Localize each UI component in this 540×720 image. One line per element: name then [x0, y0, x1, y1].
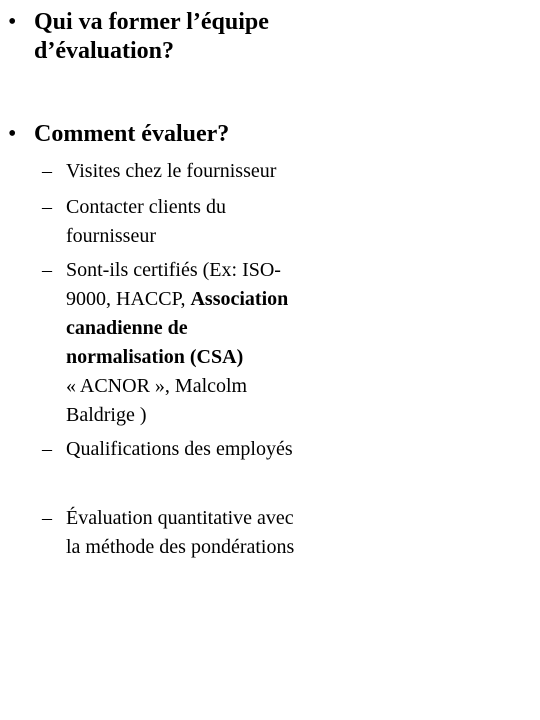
bullet-line: Qui va former l’équipe	[34, 9, 269, 35]
sub-line: Contacter clients du	[66, 196, 226, 218]
sub-line: la méthode des pondérations	[66, 536, 295, 558]
sub-line: Qualifications des employés	[66, 438, 293, 460]
sub-text	[66, 504, 366, 562]
sub-line: Visites chez le fournisseur	[66, 160, 277, 182]
sub-line: Baldrige )	[66, 404, 147, 426]
sub-text	[66, 256, 366, 430]
sub-marker: –	[42, 438, 52, 460]
sub-marker: –	[42, 259, 52, 281]
bullet-line: Comment évaluer?	[34, 121, 230, 147]
bullet-text	[34, 8, 334, 66]
sub-text	[66, 157, 366, 186]
bullet-marker: •	[8, 9, 17, 35]
sub-line-bold: normalisation (CSA)	[66, 346, 244, 368]
sub-text	[66, 435, 366, 464]
sub-line: Sont-ils certifiés (Ex: ISO-	[66, 259, 281, 281]
sub-text	[66, 193, 366, 251]
sub-marker: –	[42, 196, 52, 218]
sub-line-part-bold: Association	[190, 288, 289, 310]
bullet-line: d’évaluation?	[34, 38, 175, 64]
sub-line	[66, 285, 366, 314]
bullet-text	[34, 120, 334, 149]
sub-line: « ACNOR », Malcolm	[66, 375, 248, 397]
sub-line: fournisseur	[66, 225, 156, 247]
sub-line: Évaluation quantitative avec	[66, 507, 294, 529]
sub-marker: –	[42, 507, 52, 529]
sub-line-bold: canadienne de	[66, 317, 188, 339]
sub-line-part: 9000, HACCP,	[66, 288, 191, 310]
bullet-marker: •	[8, 121, 17, 147]
sub-marker: –	[42, 160, 52, 182]
